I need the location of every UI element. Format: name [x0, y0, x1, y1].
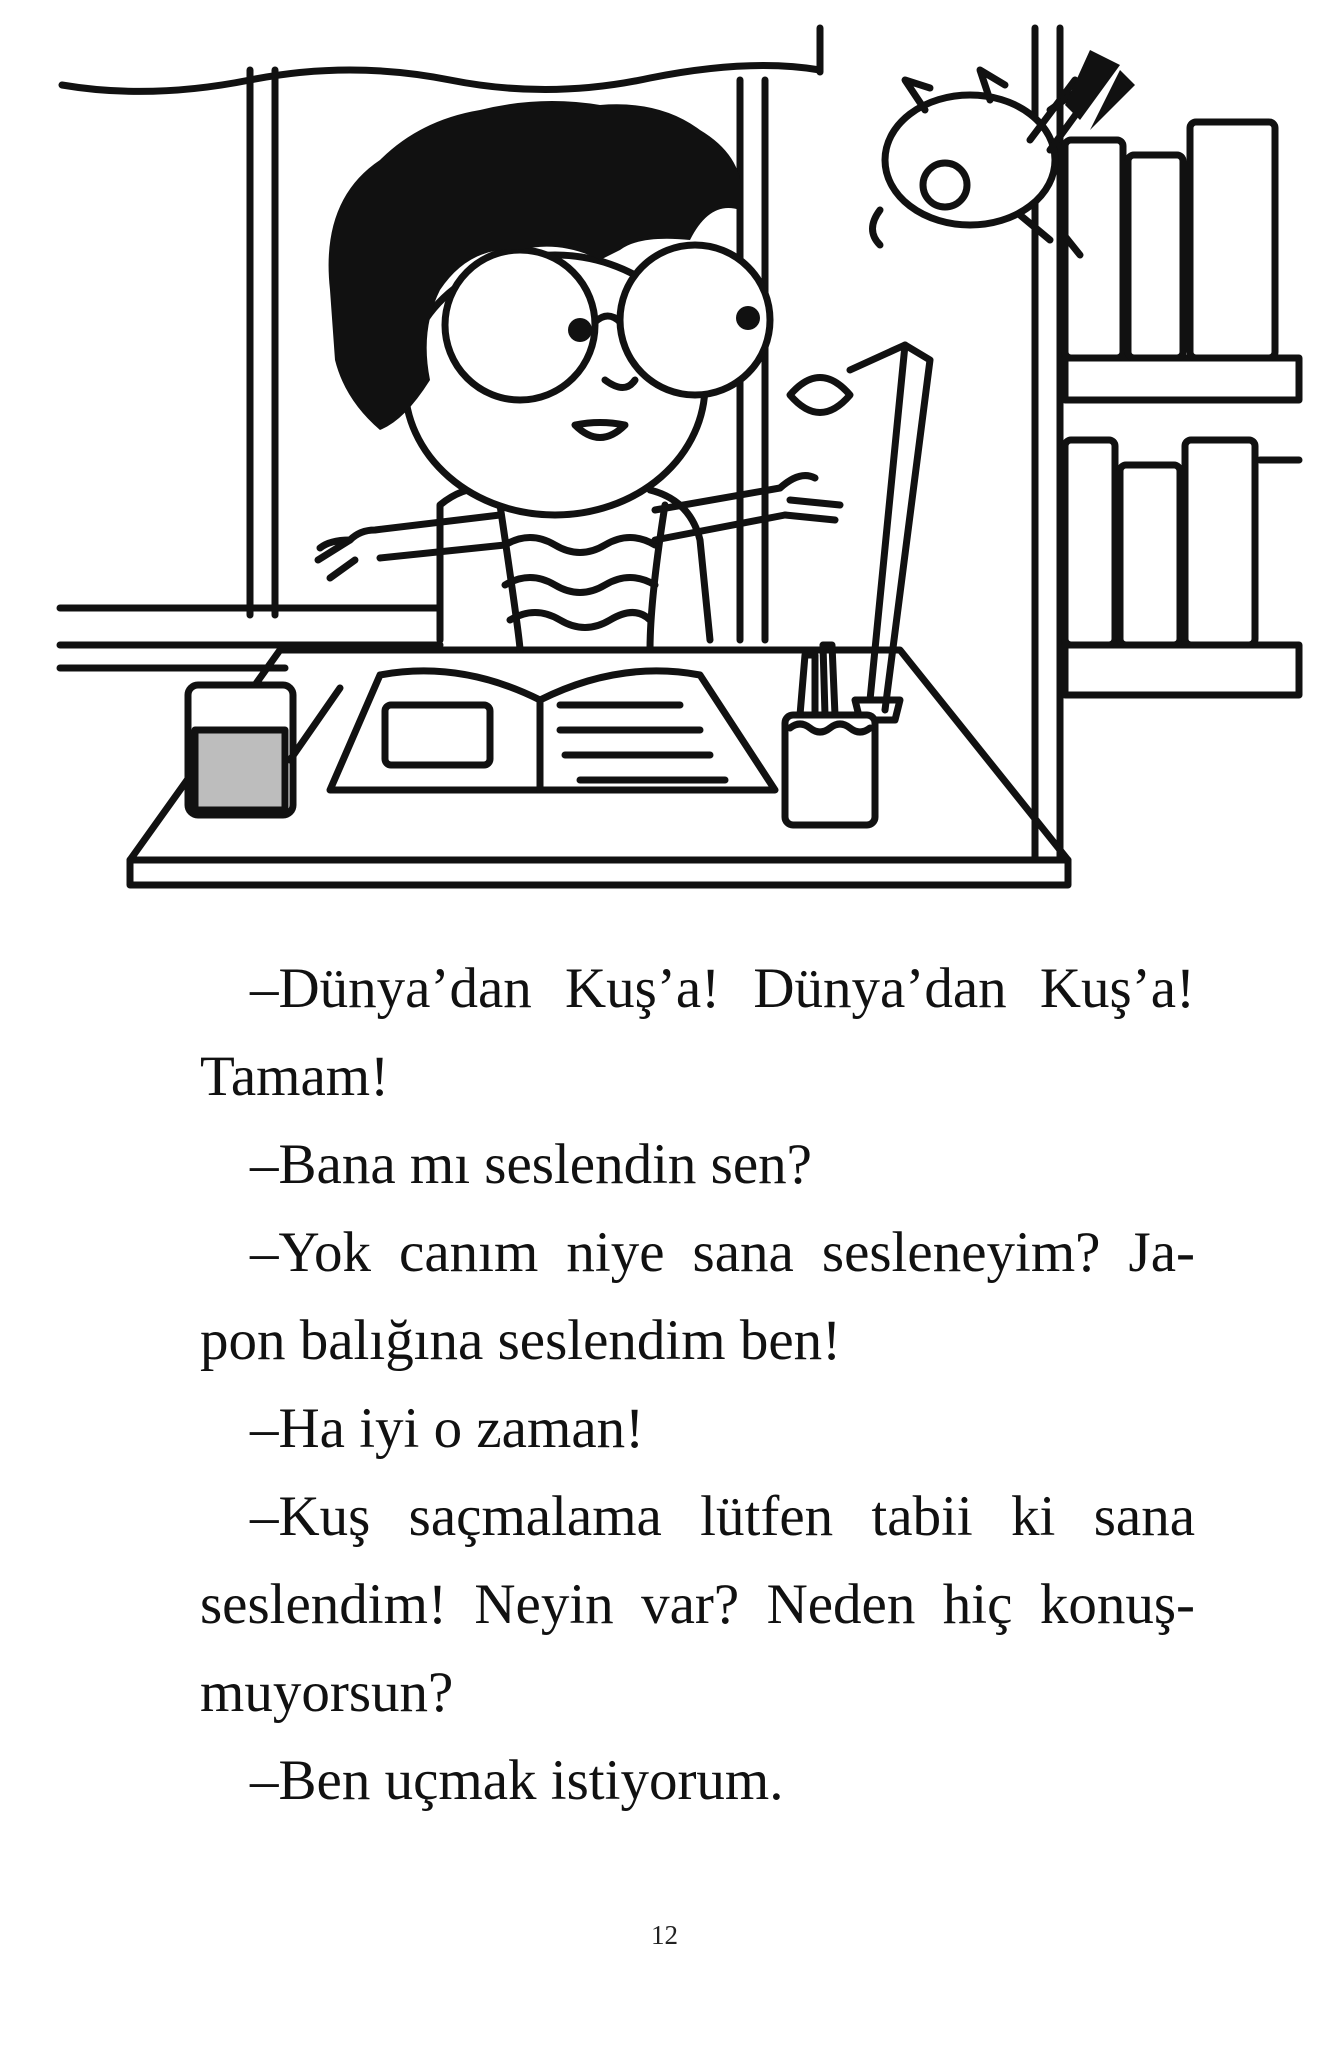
curtain-edge	[62, 66, 820, 92]
story-text	[200, 945, 1195, 1825]
bookshelf	[1065, 122, 1299, 695]
illustration	[0, 0, 1329, 910]
page-number: 12	[651, 1920, 678, 1950]
text-line: –Dünya’dan Kuş’a! Dünya’dan Kuş’a!	[250, 957, 1195, 1020]
girl-right-eye	[736, 306, 760, 330]
pencil-cup	[785, 645, 875, 825]
text-line: –Yok canım niye sana sesleneyim? Ja-	[250, 1221, 1195, 1284]
open-book	[330, 671, 775, 790]
text-line: –Ha iyi o zaman!	[250, 1397, 645, 1460]
text-line: muyorsun?	[200, 1661, 454, 1724]
girl-left-eye	[568, 318, 592, 342]
text-line: Tamam!	[200, 1045, 390, 1108]
text-line: –Ben uçmak istiyorum.	[250, 1749, 784, 1812]
juice-glass	[188, 685, 340, 815]
text-line: –Kuş saçmalama lütfen tabii ki sana	[250, 1485, 1195, 1548]
text-line: –Bana mı seslendin sen?	[250, 1133, 812, 1196]
text-line: pon balığına seslendim ben!	[200, 1309, 842, 1372]
text-line: seslendim! Neyin var? Neden hiç konuş-	[200, 1573, 1195, 1636]
